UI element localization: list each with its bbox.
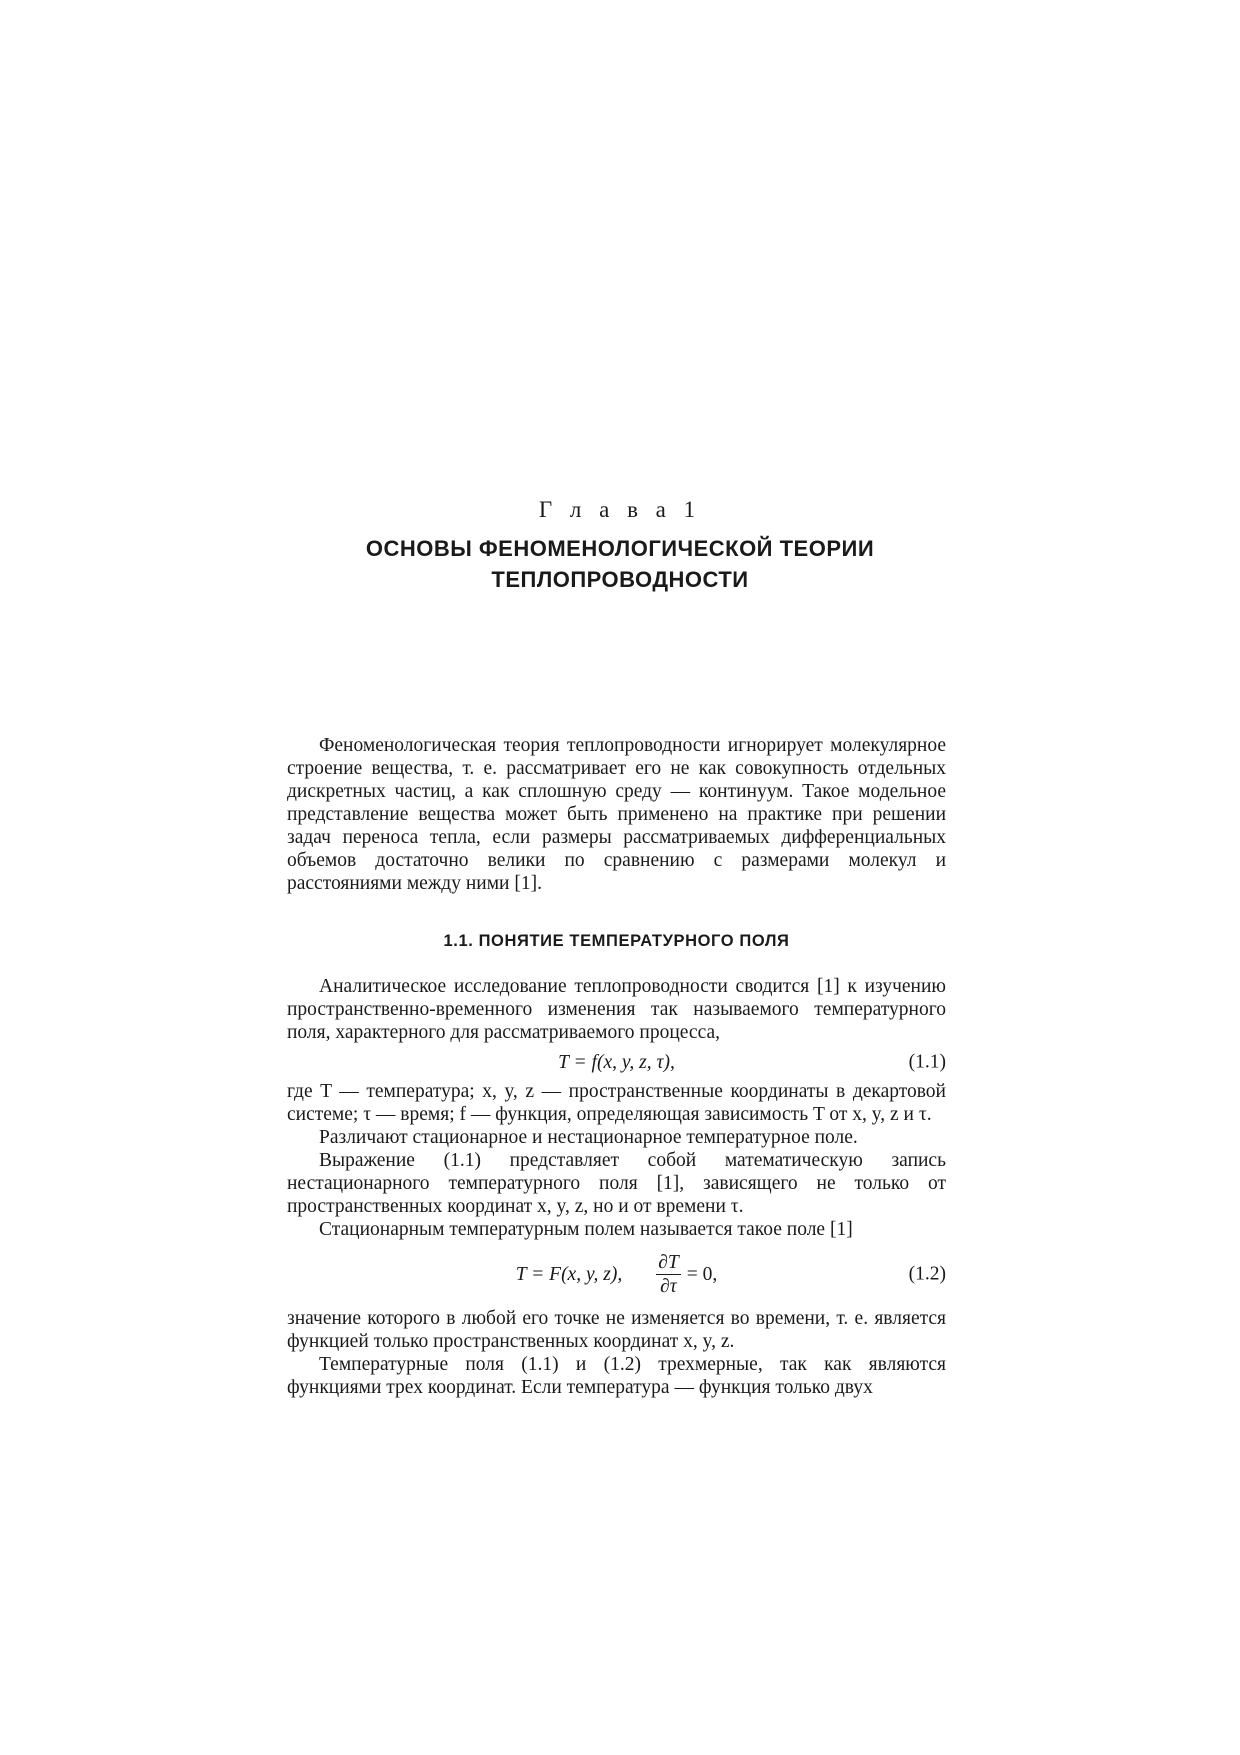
chapter-label: Г л а в а 1	[538, 497, 702, 522]
equation-1-2-number: (1.2)	[908, 1263, 946, 1285]
paragraph-3: Различают стационарное и нестационарное температурное поле.	[319, 1127, 858, 1148]
equation-1-1-number: (1.1)	[908, 1051, 946, 1073]
chapter-title-line-1: ОСНОВЫ ФЕНОМЕНОЛОГИЧЕСКОЙ ТЕОРИИ	[365, 536, 875, 561]
paragraph-4: Выражение (1.1) представляет собой математическую запись нестационарного температурного поля [1], зависящего не только от пространственных координат x, y, z, но и от времени τ.	[287, 1150, 946, 1217]
equation-1-2-right: = 0,	[686, 1263, 718, 1285]
section-heading: 1.1. ПОНЯТИЕ ТЕМПЕРАТУРНОГО ПОЛЯ	[443, 932, 790, 950]
paragraph-7: Температурные поля (1.1) и (1.2) трехмерные, так как являются функциями трех координат. Если температура — функция только двух	[287, 1354, 946, 1398]
partial-derivative-fraction	[656, 1251, 680, 1298]
equation-1-2	[287, 1241, 946, 1307]
intro-block	[287, 734, 946, 895]
chapter-title-line-2: ТЕПЛОПРОВОДНОСТИ	[491, 567, 749, 592]
chapter-title	[0, 533, 1240, 595]
equation-1-1	[287, 1044, 946, 1080]
equation-1-2-left: T = F(x, y, z),	[515, 1263, 623, 1285]
paragraph-2: где T — температура; x, y, z — пространственные координаты в декартовой системе; τ — время; f — функция, определяющая зависимость T от x, y, z и τ.	[287, 1081, 946, 1125]
paragraph-6: значение которого в любой его точке не изменяется во времени, т. е. является функцией только пространственных координат x, y, z.	[287, 1308, 946, 1352]
fraction-numerator: ∂T	[658, 1251, 679, 1273]
fraction-denominator: ∂τ	[660, 1275, 677, 1297]
paragraph-1: Аналитическое исследование теплопроводности сводится [1] к изучению пространственно-временного изменения так называемого температурного поля, характерного для рассматриваемого процесса,	[287, 976, 946, 1043]
section-body	[287, 975, 946, 1399]
paragraph-5: Стационарным температурным полем называется такое поле [1]	[319, 1219, 853, 1240]
equation-1-1-body: T = f(x, y, z, τ),	[558, 1051, 675, 1073]
intro-paragraph: Феноменологическая теория теплопроводности игнорирует молекулярное строение вещества, т. е. рассматривает его не как совокупность отдельных дискретных частиц, а как сплошную среду — континуум. Такое модельное представление вещества может быть применено на практике при решении задач переноса тепла, если размеры рассматриваемых дифференциальных объемов достаточно велики по сравнению с размерами молекул и расстояниями между ними [1].	[287, 735, 946, 894]
